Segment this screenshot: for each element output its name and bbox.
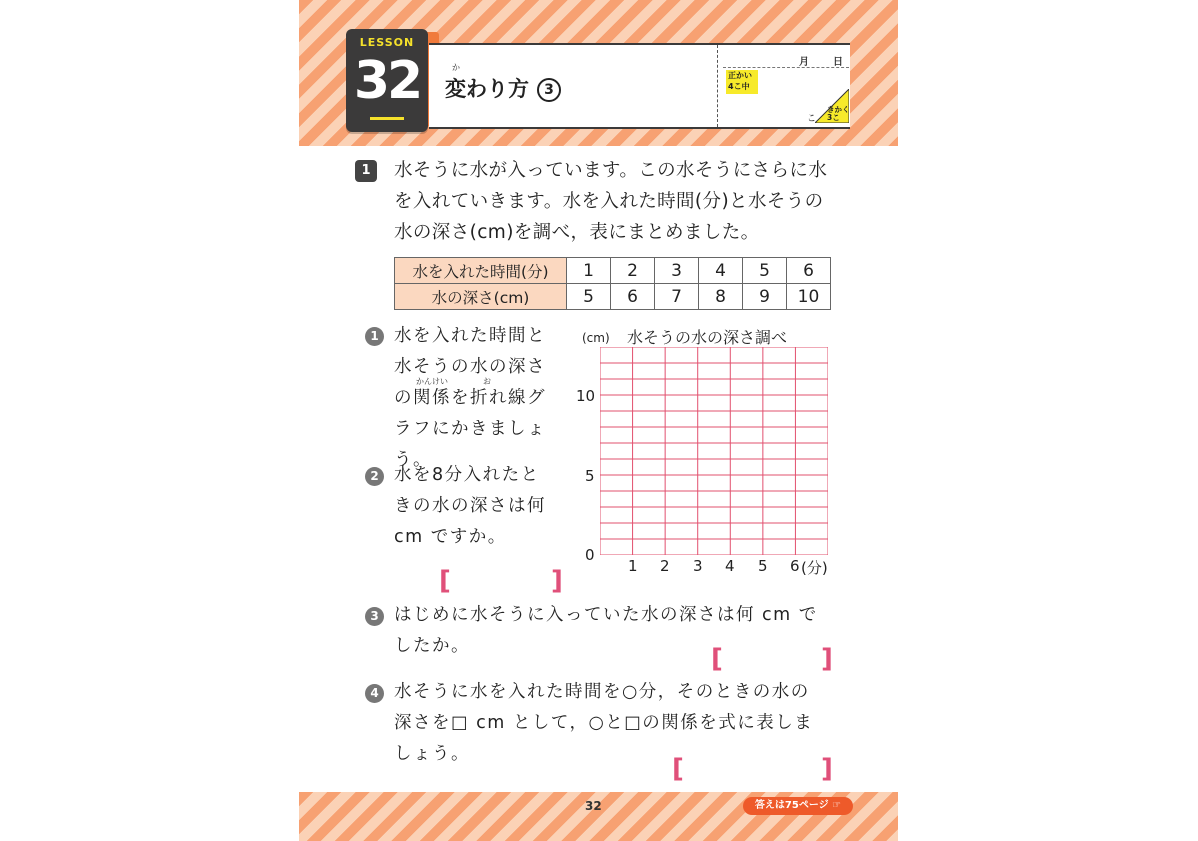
question-1-text	[394, 321, 574, 476]
workbook-page	[299, 0, 898, 841]
answer-bracket-close: ]	[551, 566, 563, 596]
q2-line-1: 水を8分入れたと	[394, 465, 540, 485]
q1-line-1: 水を入れた時間と	[394, 326, 546, 346]
table-row-depth	[395, 284, 831, 310]
table-cell: 2	[611, 258, 655, 284]
row-header-depth: 水の深さ(cm)	[395, 284, 567, 310]
answer-bracket-close: ]	[821, 754, 833, 784]
table-cell: 9	[743, 284, 787, 310]
goal-label-1: きかく	[827, 105, 850, 114]
score-box	[719, 43, 851, 125]
q1-line-2: 水そうの水の深さ	[394, 357, 546, 377]
page-number: 32	[585, 799, 602, 813]
day-label: 日	[833, 57, 843, 68]
answer-bracket-open: [	[439, 566, 451, 596]
line-graph-grid[interactable]	[600, 347, 828, 555]
table-cell: 1	[567, 258, 611, 284]
lesson-underline	[370, 117, 404, 120]
x-tick-6: 6	[790, 557, 800, 575]
data-table	[394, 257, 831, 310]
lesson-number: 32	[353, 51, 421, 111]
y-tick-0: 0	[585, 546, 595, 564]
correct-count-tag	[726, 70, 758, 94]
title-furigana: か	[452, 63, 460, 72]
count-unit: こ	[807, 114, 817, 124]
score-divider	[723, 67, 849, 68]
q4-line-1: 水そうに水を入れた時間を○分，そのときの水の	[394, 682, 810, 702]
page-header	[299, 0, 898, 146]
answer-bracket-open: [	[711, 644, 723, 674]
row-header-time: 水を入れた時間(分)	[395, 258, 567, 284]
answer-bracket-close: ]	[821, 644, 833, 674]
month-label: 月	[799, 57, 809, 68]
title-number-circle: 3	[537, 78, 561, 102]
answer-bracket-open: [	[672, 754, 684, 784]
table-cell: 7	[655, 284, 699, 310]
goal-label-2: 3こ	[827, 113, 840, 122]
table-cell: 3	[655, 258, 699, 284]
y-tick-5: 5	[585, 467, 595, 485]
x-tick-5: 5	[758, 557, 768, 575]
graph-title: 水そうの水の深さ調べ	[627, 328, 788, 347]
out-of-label: 4こ中	[728, 82, 750, 91]
problem-text: 水そうに水が入っています。この水そうにさらに水を入れていきます。水を入れた時間(分)と水そうの水の深さ(cm)を調べ，表にまとめました。	[394, 160, 828, 243]
table-cell: 8	[699, 284, 743, 310]
graph-y-unit: (cm)	[582, 331, 610, 345]
lesson-label: LESSON	[359, 36, 415, 49]
q2-line-2: きの水の深さは何	[394, 496, 546, 516]
page-footer	[299, 792, 898, 841]
x-tick-4: 4	[725, 557, 735, 575]
furigana-kankei: かんけい	[416, 377, 448, 386]
q2-line-3: cm ですか。	[394, 527, 507, 547]
x-unit: (分)	[801, 559, 828, 577]
question-3-text	[394, 600, 844, 662]
answer-reference: 答えは75ページ ☞	[743, 797, 853, 815]
table-cell: 6	[611, 284, 655, 310]
q1-line-3: の関係を折れ線グ	[394, 388, 546, 408]
question-4-number: 4	[365, 684, 384, 703]
table-cell: 10	[787, 284, 831, 310]
page-title	[445, 73, 561, 103]
x-tick-1: 1	[628, 557, 638, 575]
table-cell: 5	[567, 284, 611, 310]
table-cell: 5	[743, 258, 787, 284]
lesson-badge	[346, 29, 428, 132]
x-tick-3: 3	[693, 557, 703, 575]
furigana-o: お	[483, 377, 491, 386]
table-cell: 4	[699, 258, 743, 284]
title-label: 変わり方	[445, 77, 529, 101]
x-tick-2: 2	[660, 557, 670, 575]
goal-label	[827, 106, 850, 122]
question-2-text	[394, 460, 574, 553]
problem-number: 1	[355, 160, 377, 182]
cut-line	[717, 45, 718, 127]
q1-line-4: ラフにかきましょう。	[394, 419, 546, 470]
table-row-time	[395, 258, 831, 284]
q4-line-2: 深さを□ cm として，○と□の関係を式に表しま	[394, 713, 814, 733]
question-3-number: 3	[365, 607, 384, 626]
correct-label: 正かい	[728, 71, 752, 80]
table-cell: 6	[787, 258, 831, 284]
y-tick-10: 10	[576, 387, 596, 405]
q4-line-3: しょう。	[394, 744, 470, 764]
q3-line-2: したか。	[394, 636, 470, 656]
q3-line-1: はじめに水そうに入っていた水の深さは何 cm で	[394, 605, 818, 625]
question-2-number: 2	[365, 467, 384, 486]
question-1-number: 1	[365, 327, 384, 346]
question-4-text	[394, 677, 844, 770]
